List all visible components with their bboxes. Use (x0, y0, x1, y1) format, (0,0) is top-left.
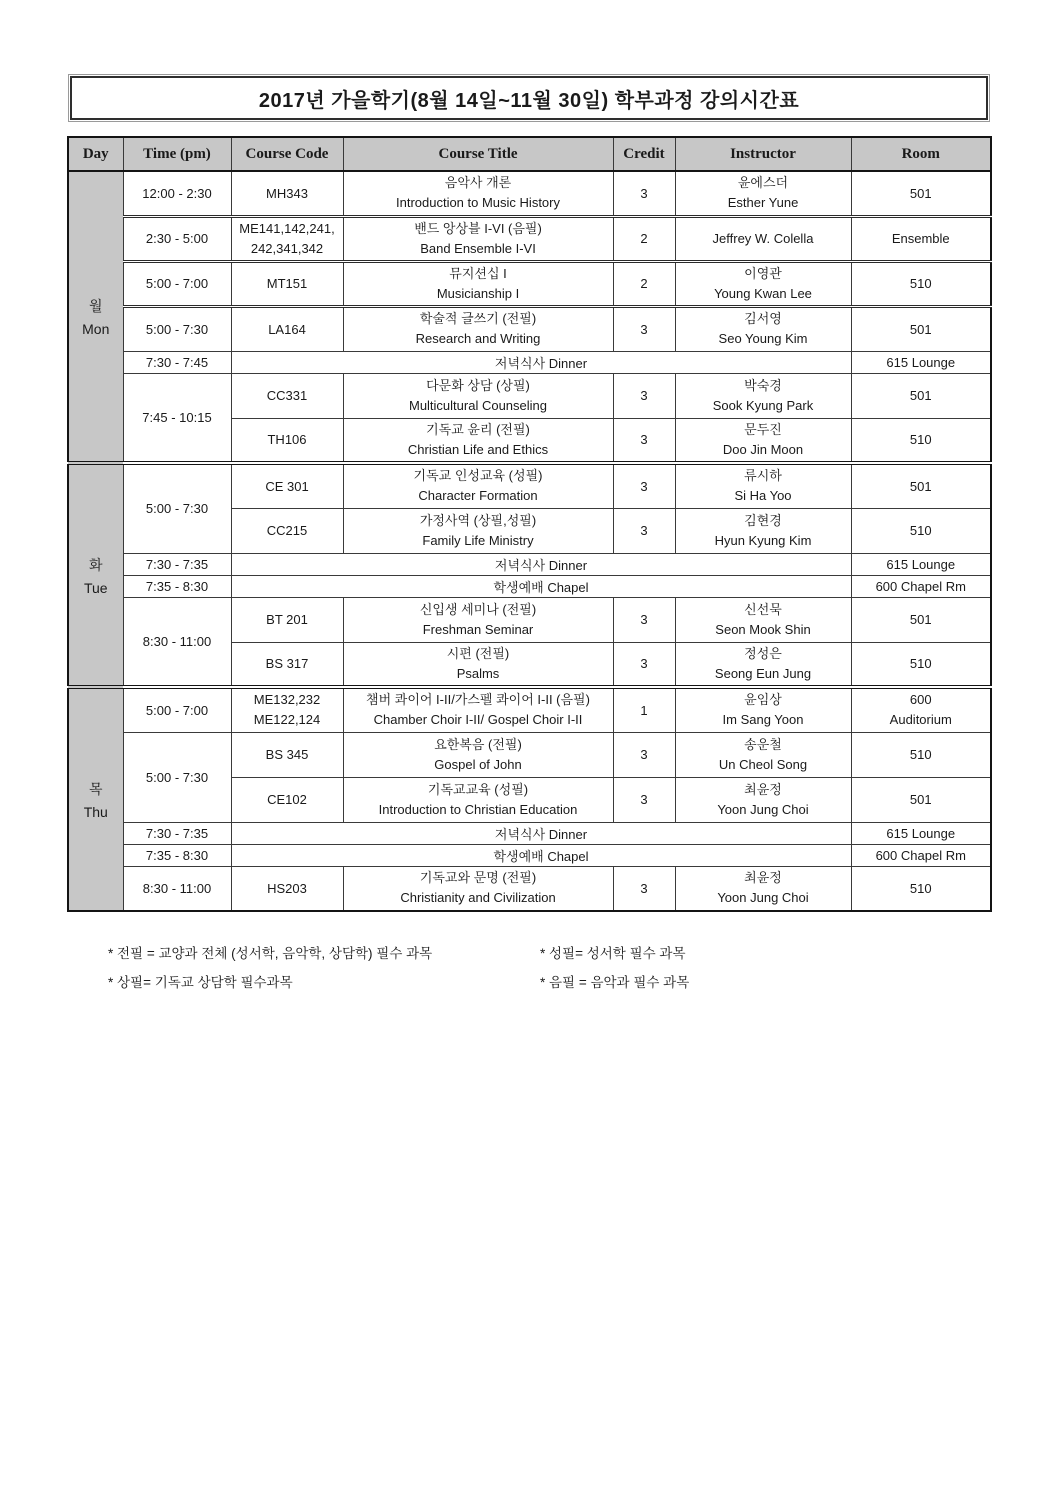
course-code-line2: ME122,124 (253, 712, 321, 728)
course-code-cell (231, 687, 343, 732)
room-cell: 615 Lounge (851, 822, 991, 844)
course-title-kr: 다문화 상담 (상필) (426, 377, 530, 393)
course-code-cell: CC215 (231, 508, 343, 553)
event-cell: 저녁식사 Dinner (231, 351, 851, 373)
room-cell: Ensemble (851, 216, 991, 261)
instructor-kr: 박숙경 (744, 377, 782, 393)
room-cell: 510 (851, 732, 991, 777)
course-title-cell (343, 597, 613, 642)
instructor-kr: 김현경 (744, 512, 782, 528)
instructor-en: Hyun Kyung Kim (714, 532, 812, 548)
credit-cell: 2 (613, 216, 675, 261)
instructor-cell (675, 866, 851, 911)
room-cell: 510 (851, 866, 991, 911)
footnote-seongpil: * 성필= 성서학 필수 과목 (540, 946, 686, 961)
course-title-kr: 기독교와 문명 (전필) (419, 870, 537, 886)
course-row (68, 687, 991, 732)
room-cell: 615 Lounge (851, 351, 991, 373)
course-title-en: Multicultural Counseling (408, 397, 547, 413)
instructor-cell (675, 306, 851, 351)
instructor-cell (675, 171, 851, 216)
event-row (68, 844, 991, 866)
course-title-en: Introduction to Music History (395, 195, 560, 211)
course-row (68, 306, 991, 351)
header-instructor: Instructor (675, 137, 851, 171)
event-row (68, 575, 991, 597)
credit-cell: 3 (613, 732, 675, 777)
instructor-kr: 김서영 (744, 311, 782, 326)
credit-cell: 3 (613, 171, 675, 216)
event-cell: 학생예배 Chapel (231, 575, 851, 597)
time-cell: 5:00 - 7:00 (123, 261, 231, 306)
event-row (68, 822, 991, 844)
instructor-en: Esther Yune (727, 195, 799, 211)
course-title-en: Character Formation (418, 488, 538, 504)
room-cell: 600 Chapel Rm (851, 575, 991, 597)
course-title-kr: 신입생 세미나 (전필) (419, 601, 537, 617)
instructor-en: Un Cheol Song (718, 756, 808, 772)
course-code-cell: MT151 (231, 261, 343, 306)
credit-cell: 3 (613, 777, 675, 822)
header-course-code: Course Code (231, 137, 343, 171)
course-row (68, 216, 991, 261)
course-code-cell: CE102 (231, 777, 343, 822)
credit-cell: 3 (613, 597, 675, 642)
course-title-en: Psalms (456, 665, 500, 681)
time-cell: 5:00 - 7:30 (123, 463, 231, 553)
room-cell: 501 (851, 373, 991, 418)
instructor-cell (675, 373, 851, 418)
course-title-kr: 밴드 앙상블 I-VI (음필) (414, 220, 542, 236)
course-title-kr: 학술적 글쓰기 (전필) (419, 311, 537, 326)
event-row (68, 351, 991, 373)
room-cell: 501 (851, 463, 991, 508)
course-title-cell (343, 171, 613, 216)
page-title-box (70, 76, 988, 120)
instructor-kr: 윤임상 (744, 692, 782, 708)
time-cell: 7:35 - 8:30 (123, 575, 231, 597)
course-title-kr: 요한복음 (전필) (434, 736, 522, 752)
course-row (68, 171, 991, 216)
course-code-cell: CC331 (231, 373, 343, 418)
course-title-cell (343, 866, 613, 911)
footnote-eumpil: * 음필 = 음악과 필수 과목 (540, 975, 690, 990)
header-day: Day (68, 137, 123, 171)
instructor-cell (675, 418, 851, 463)
room-line1: 600 (909, 692, 932, 708)
header-row (68, 137, 991, 171)
day-label-kr: 월 (88, 298, 103, 314)
footnote-jeonpil: * 전필 = 교양과 전체 (성서학, 음악학, 상담학) 필수 과목 (108, 946, 433, 961)
course-title-kr: 기독교교육 (성필) (427, 781, 529, 797)
instructor-cell (675, 687, 851, 732)
course-title-cell (343, 508, 613, 553)
course-title-en: Gospel of John (434, 756, 522, 772)
credit-cell: 3 (613, 508, 675, 553)
time-cell: 7:30 - 7:35 (123, 553, 231, 575)
course-row (68, 463, 991, 508)
day-label-en: Mon (82, 321, 110, 337)
instructor-en: Sook Kyung Park (712, 397, 814, 413)
instructor-kr: 이영관 (744, 265, 782, 281)
course-title-en: Introduction to Christian Education (378, 801, 578, 817)
course-code-cell: MH343 (231, 171, 343, 216)
credit-cell: 2 (613, 261, 675, 306)
day-cell-mon (68, 171, 123, 463)
course-title-cell (343, 216, 613, 261)
course-code-cell: CE 301 (231, 463, 343, 508)
course-row (68, 261, 991, 306)
instructor-en: Im Sang Yoon (722, 712, 804, 728)
course-title-cell (343, 306, 613, 351)
course-title-en: Christian Life and Ethics (407, 441, 549, 457)
header-course-title: Course Title (343, 137, 613, 171)
day-label-en: Thu (83, 804, 108, 820)
instructor-cell (675, 732, 851, 777)
credit-cell: 3 (613, 373, 675, 418)
time-cell: 7:45 - 10:15 (123, 373, 231, 463)
header-time: Time (pm) (123, 137, 231, 171)
instructor-en: Yoon Jung Choi (717, 890, 809, 906)
instructor-cell (675, 597, 851, 642)
credit-cell: 3 (613, 306, 675, 351)
time-cell: 7:30 - 7:45 (123, 351, 231, 373)
page-title: 2017년 가을학기(8월 14일~11월 30일) 학부과정 강의시간표 (258, 89, 800, 112)
course-title-cell (343, 463, 613, 508)
room-cell: 600 Chapel Rm (851, 844, 991, 866)
course-code-cell: HS203 (231, 866, 343, 911)
instructor-kr: 신선묵 (744, 601, 782, 617)
course-code-cell: BS 317 (231, 642, 343, 687)
course-title-en: Freshman Seminar (422, 621, 534, 637)
course-title-kr: 시편 (전필) (446, 645, 510, 661)
credit-cell: 3 (613, 418, 675, 463)
day-label-en: Tue (83, 579, 108, 596)
room-cell: 501 (851, 171, 991, 216)
room-cell: 510 (851, 261, 991, 306)
instructor-en: Si Ha Yoo (734, 488, 792, 504)
course-title-en: Chamber Choir I-II/ Gospel Choir I-II (373, 712, 583, 728)
event-row (68, 553, 991, 575)
course-title-en: Research and Writing (415, 331, 541, 346)
day-label-kr: 목 (88, 781, 103, 797)
course-title-kr: 음악사 개론 (444, 175, 512, 191)
course-title-kr: 기독교 인성교육 (성필) (413, 468, 543, 484)
instructor-kr: 정성은 (744, 645, 782, 661)
course-title-cell (343, 732, 613, 777)
instructor-en: Seon Mook Shin (715, 621, 811, 637)
course-code-line2: 242,341,342 (250, 240, 324, 256)
course-title-cell (343, 687, 613, 732)
room-cell: 501 (851, 597, 991, 642)
course-code-cell: LA164 (231, 306, 343, 351)
course-title-en: Family Life Ministry (422, 532, 534, 548)
course-title-cell (343, 418, 613, 463)
course-code-cell (231, 216, 343, 261)
instructor-kr: 류시하 (744, 468, 782, 484)
event-cell: 학생예배 Chapel (231, 844, 851, 866)
room-line2: Auditorium (889, 712, 952, 728)
instructor-en: Doo Jin Moon (722, 441, 804, 457)
instructor-kr: 윤에스더 (737, 175, 789, 191)
day-cell-tue (68, 463, 123, 687)
instructor-kr: 문두진 (744, 421, 782, 437)
room-cell: 501 (851, 777, 991, 822)
instructor-en: Yoon Jung Choi (717, 801, 809, 817)
room-cell: 510 (851, 418, 991, 463)
instructor-en: Young Kwan Lee (714, 285, 812, 301)
course-title-cell (343, 373, 613, 418)
instructor-cell (675, 777, 851, 822)
course-title-kr: 뮤지션십 I (449, 265, 507, 281)
course-title-cell (343, 642, 613, 687)
course-title-en: Musicianship I (436, 285, 520, 301)
time-cell: 12:00 - 2:30 (123, 171, 231, 216)
header-room: Room (851, 137, 991, 171)
room-cell: 510 (851, 642, 991, 687)
room-cell: 510 (851, 508, 991, 553)
time-cell: 2:30 - 5:00 (123, 216, 231, 261)
event-cell: 저녁식사 Dinner (231, 553, 851, 575)
time-cell: 8:30 - 11:00 (123, 597, 231, 687)
time-cell: 5:00 - 7:00 (123, 687, 231, 732)
day-cell-thu (68, 687, 123, 911)
instructor-cell (675, 508, 851, 553)
course-code-cell: BT 201 (231, 597, 343, 642)
course-timetable (67, 136, 992, 912)
room-cell (851, 687, 991, 732)
instructor-en: Seong Eun Jung (714, 665, 812, 681)
instructor-cell (675, 642, 851, 687)
room-cell: 501 (851, 306, 991, 351)
instructor-cell (675, 463, 851, 508)
course-title-cell (343, 777, 613, 822)
course-title-en: Band Ensemble I-VI (420, 240, 536, 256)
course-title-kr: 가정사역 (상필,성필) (419, 512, 537, 528)
course-row (68, 732, 991, 777)
course-title-kr: 챔버 콰이어 I-II/가스펠 콰이어 I-II (음필) (366, 692, 590, 708)
course-row (68, 866, 991, 911)
instructor-cell: Jeffrey W. Colella (675, 216, 851, 261)
instructor-kr: 최윤정 (744, 870, 782, 886)
course-row (68, 597, 991, 642)
course-code-cell: BS 345 (231, 732, 343, 777)
course-title-cell (343, 261, 613, 306)
event-cell: 저녁식사 Dinner (231, 822, 851, 844)
day-label-kr: 화 (88, 556, 103, 573)
course-code-line1: ME141,142,241, (239, 220, 335, 236)
instructor-en: Seo Young Kim (718, 331, 808, 346)
room-cell: 615 Lounge (851, 553, 991, 575)
footnotes (108, 946, 689, 991)
credit-cell: 3 (613, 642, 675, 687)
instructor-kr: 최윤정 (744, 781, 782, 797)
credit-cell: 3 (613, 463, 675, 508)
course-title-en: Christianity and Civilization (400, 890, 556, 906)
footnote-sangpil: * 상필= 기독교 상담학 필수과목 (108, 975, 293, 990)
time-cell: 7:35 - 8:30 (123, 844, 231, 866)
instructor-kr: 송운철 (744, 736, 782, 752)
time-cell: 7:30 - 7:35 (123, 822, 231, 844)
time-cell: 8:30 - 11:00 (123, 866, 231, 911)
instructor-cell (675, 261, 851, 306)
credit-cell: 1 (613, 687, 675, 732)
course-title-kr: 기독교 윤리 (전필) (426, 421, 530, 437)
time-cell: 5:00 - 7:30 (123, 732, 231, 822)
course-row (68, 373, 991, 418)
credit-cell: 3 (613, 866, 675, 911)
course-code-cell: TH106 (231, 418, 343, 463)
header-credit: Credit (613, 137, 675, 171)
time-cell: 5:00 - 7:30 (123, 306, 231, 351)
course-code-line1: ME132,232 (253, 692, 321, 708)
